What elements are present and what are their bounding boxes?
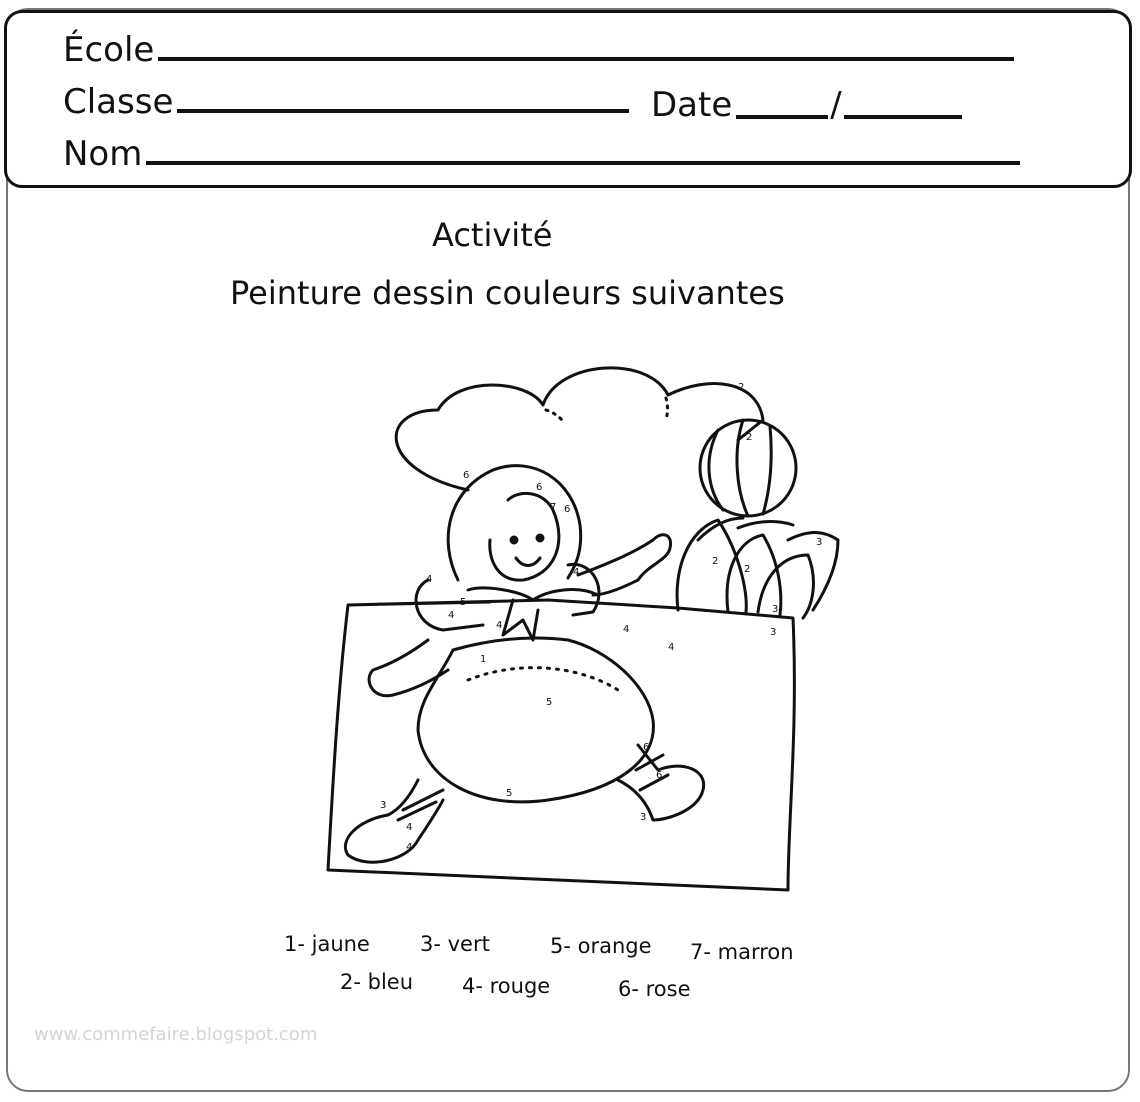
svg-text:2: 2	[744, 564, 751, 575]
date-month-line[interactable]	[844, 115, 962, 119]
class-fill-line[interactable]	[177, 109, 629, 113]
watermark: www.commefaire.blogspot.com	[34, 1024, 318, 1045]
date-day-line[interactable]	[736, 115, 828, 119]
svg-text:4: 4	[496, 620, 503, 631]
girl-figure-shape	[345, 466, 703, 863]
svg-text:6: 6	[656, 770, 663, 781]
svg-text:6: 6	[536, 482, 543, 493]
svg-text:5: 5	[546, 697, 553, 708]
svg-text:3: 3	[640, 812, 647, 823]
svg-text:3: 3	[380, 800, 387, 811]
class-label: Classe	[63, 82, 174, 122]
svg-text:4: 4	[448, 610, 455, 621]
svg-text:6: 6	[643, 742, 650, 753]
name-row	[63, 134, 1020, 174]
legend-item-5: 5- orange	[550, 934, 652, 958]
svg-text:5: 5	[460, 597, 467, 608]
legend-item-1: 1- jaune	[284, 932, 370, 956]
school-label: École	[63, 30, 155, 70]
svg-text:3: 3	[772, 604, 779, 615]
school-row	[63, 30, 1014, 70]
svg-text:6: 6	[564, 504, 571, 515]
svg-text:1: 1	[480, 654, 487, 665]
svg-text:5: 5	[506, 788, 513, 799]
legend-item-7: 7- marron	[690, 940, 794, 964]
svg-text:4: 4	[406, 842, 413, 853]
legend-item-2: 2- bleu	[340, 970, 414, 994]
legend-item-4: 4- rouge	[462, 974, 551, 998]
svg-text:4: 4	[406, 822, 413, 833]
svg-text:3: 3	[816, 537, 823, 548]
svg-text:4: 4	[426, 574, 433, 585]
bread-basket-shape	[677, 518, 838, 618]
date-label: Date	[651, 85, 733, 125]
svg-text:4: 4	[623, 624, 630, 635]
svg-text:2: 2	[738, 382, 745, 393]
activity-instruction: Peinture dessin couleurs suivantes	[230, 274, 785, 312]
svg-text:2: 2	[712, 556, 719, 567]
svg-text:2: 2	[746, 432, 753, 443]
activity-title: Activité	[432, 216, 553, 254]
svg-text:3: 3	[770, 627, 777, 638]
svg-text:6: 6	[463, 470, 470, 481]
svg-text:4: 4	[668, 642, 675, 653]
date-row	[651, 85, 962, 125]
color-number-labels	[380, 382, 822, 853]
blanket-shape	[328, 600, 794, 890]
coloring-drawing	[318, 350, 848, 898]
name-label: Nom	[63, 134, 143, 174]
svg-text:4: 4	[573, 567, 580, 578]
legend-item-6: 6- rose	[618, 977, 691, 1001]
school-fill-line[interactable]	[158, 57, 1014, 61]
date-separator: /	[830, 85, 842, 125]
svg-text:7: 7	[550, 502, 557, 513]
student-info-header	[4, 10, 1132, 188]
name-fill-line[interactable]	[146, 161, 1020, 165]
class-row	[63, 82, 629, 122]
legend-item-3: 3- vert	[420, 932, 490, 956]
